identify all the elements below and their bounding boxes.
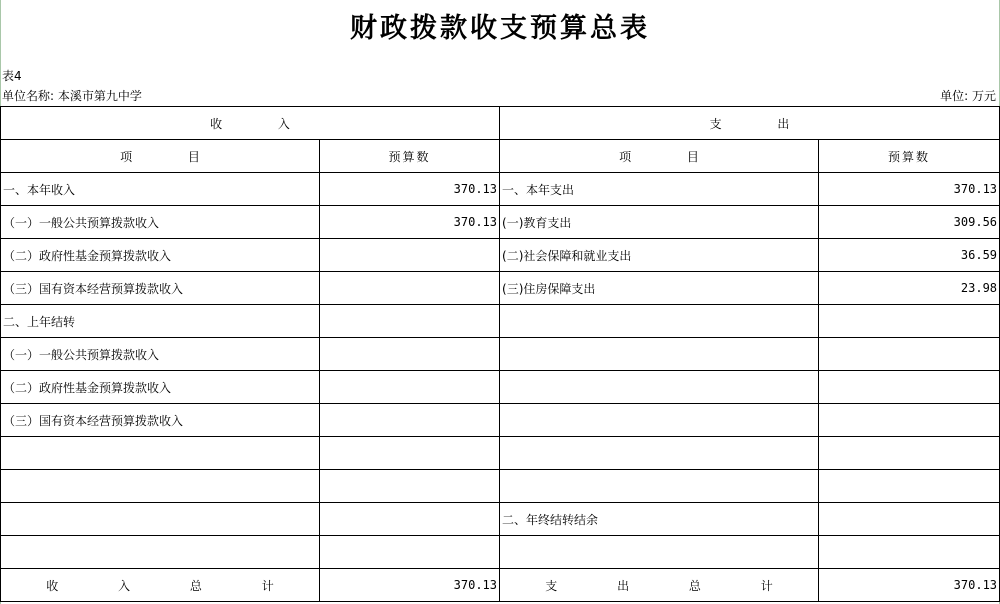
expense-total-value[interactable]: 370.13: [819, 569, 1000, 602]
expense-item-cell[interactable]: [500, 305, 819, 338]
income-item-cell[interactable]: （一）一般公共预算拨款收入: [1, 206, 320, 239]
income-item-header: 项 目: [1, 140, 320, 173]
expense-value-cell[interactable]: [819, 404, 1000, 437]
expense-budget-header: 预算数: [819, 140, 1000, 173]
table-row: [1, 536, 1000, 569]
income-value-cell[interactable]: [320, 437, 500, 470]
table-row: [1, 272, 1000, 305]
income-item-cell[interactable]: [1, 503, 320, 536]
expense-item-cell[interactable]: [500, 437, 819, 470]
expense-item-cell[interactable]: 二、年终结转结余: [500, 503, 819, 536]
expense-total-label: 支 出 总 计: [500, 569, 819, 602]
income-item-cell[interactable]: （二）政府性基金预算拨款收入: [1, 371, 320, 404]
table-row: [1, 371, 1000, 404]
expense-item-cell[interactable]: 一、本年支出: [500, 173, 819, 206]
income-item-cell[interactable]: 二、上年结转: [1, 305, 320, 338]
expense-item-cell[interactable]: (一)教育支出: [500, 206, 819, 239]
expense-item-cell[interactable]: [500, 371, 819, 404]
table-row: [1, 206, 1000, 239]
expense-header: 支 出: [500, 107, 1000, 140]
unit-name: 单位名称: 本溪市第九中学: [2, 89, 142, 103]
table-row: [1, 503, 1000, 536]
income-item-cell[interactable]: 一、本年收入: [1, 173, 320, 206]
expense-item-cell[interactable]: [500, 536, 819, 569]
income-item-cell[interactable]: [1, 437, 320, 470]
income-value-cell[interactable]: [320, 404, 500, 437]
table-subheader-row: [1, 140, 1000, 173]
income-value-cell[interactable]: [320, 305, 500, 338]
expense-value-cell[interactable]: [819, 536, 1000, 569]
income-value-cell[interactable]: [320, 503, 500, 536]
income-total-label: 收 入 总 计: [1, 569, 320, 602]
expense-item-cell[interactable]: [500, 470, 819, 503]
expense-value-cell[interactable]: [819, 305, 1000, 338]
expense-value-cell[interactable]: 23.98: [819, 272, 1000, 305]
income-budget-header: 预算数: [320, 140, 500, 173]
income-item-cell[interactable]: （二）政府性基金预算拨款收入: [1, 239, 320, 272]
income-header: 收 入: [1, 107, 500, 140]
income-total-value[interactable]: 370.13: [320, 569, 500, 602]
expense-value-cell[interactable]: [819, 470, 1000, 503]
income-value-cell[interactable]: [320, 338, 500, 371]
expense-item-cell[interactable]: [500, 338, 819, 371]
table-header-row: [1, 107, 1000, 140]
income-value-cell[interactable]: [320, 536, 500, 569]
budget-table: [0, 106, 1000, 602]
table-number: 表4: [2, 69, 22, 83]
income-item-cell[interactable]: （三）国有资本经营预算拨款收入: [1, 272, 320, 305]
expense-value-cell[interactable]: [819, 437, 1000, 470]
page-title: 财政拨款收支预算总表: [350, 13, 650, 44]
expense-item-cell[interactable]: (二)社会保障和就业支出: [500, 239, 819, 272]
table-row: [1, 437, 1000, 470]
totals-row: [1, 569, 1000, 602]
table-row: [1, 173, 1000, 206]
expense-value-cell[interactable]: [819, 503, 1000, 536]
income-value-cell[interactable]: 370.13: [320, 173, 500, 206]
expense-value-cell[interactable]: [819, 338, 1000, 371]
income-value-cell[interactable]: [320, 371, 500, 404]
table-row: [1, 239, 1000, 272]
income-value-cell[interactable]: [320, 470, 500, 503]
expense-value-cell[interactable]: 36.59: [819, 239, 1000, 272]
expense-item-cell[interactable]: (三)住房保障支出: [500, 272, 819, 305]
expense-value-cell[interactable]: [819, 371, 1000, 404]
table-row: [1, 404, 1000, 437]
table-row: [1, 470, 1000, 503]
expense-item-cell[interactable]: [500, 404, 819, 437]
expense-value-cell[interactable]: 309.56: [819, 206, 1000, 239]
income-value-cell[interactable]: [320, 239, 500, 272]
expense-item-header: 项 目: [500, 140, 819, 173]
unit-label: 单位: 万元: [940, 89, 996, 103]
income-item-cell[interactable]: （三）国有资本经营预算拨款收入: [1, 404, 320, 437]
income-value-cell[interactable]: 370.13: [320, 206, 500, 239]
table-row: [1, 338, 1000, 371]
income-value-cell[interactable]: [320, 272, 500, 305]
income-item-cell[interactable]: （一）一般公共预算拨款收入: [1, 338, 320, 371]
income-item-cell[interactable]: [1, 536, 320, 569]
table-row: [1, 305, 1000, 338]
expense-value-cell[interactable]: 370.13: [819, 173, 1000, 206]
income-item-cell[interactable]: [1, 470, 320, 503]
